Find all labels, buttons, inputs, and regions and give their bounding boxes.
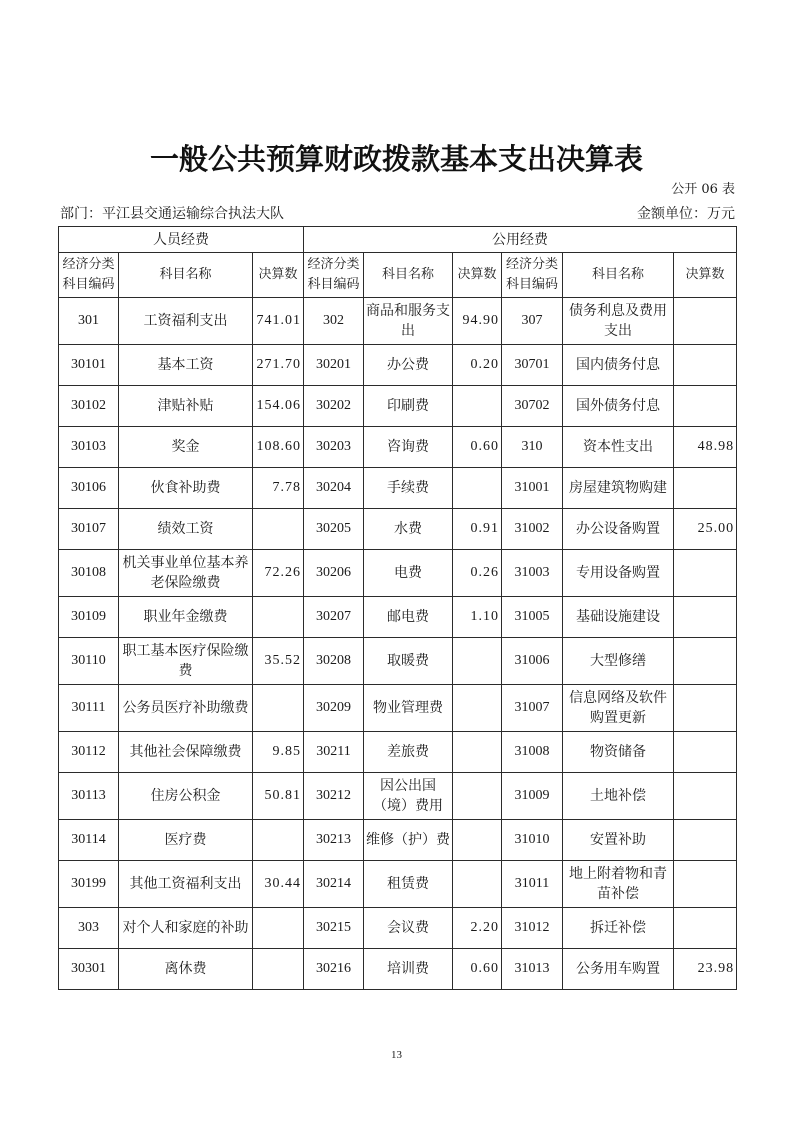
table-row: [59, 550, 737, 597]
public-code-cell: 31005: [502, 597, 563, 638]
personnel-amount-cell: [253, 820, 304, 861]
public-item-cell: 房屋建筑物购建: [563, 468, 674, 509]
public-item-cell: 办公费: [364, 345, 453, 386]
header-public-code: 经济分类科目编码: [502, 253, 563, 298]
personnel-item-cell: 机关事业单位基本养老保险缴费: [119, 550, 253, 597]
column-header-row: [59, 253, 737, 298]
public-code-cell: 31012: [502, 908, 563, 949]
public-item-cell: 专用设备购置: [563, 550, 674, 597]
expenditure-table: [58, 226, 737, 990]
table-row: [59, 949, 737, 990]
public-item-cell: 维修（护）费: [364, 820, 453, 861]
public-code-cell: 31002: [502, 509, 563, 550]
public-code-cell: 310: [502, 427, 563, 468]
personnel-item-cell: 离休费: [119, 949, 253, 990]
personnel-amount-cell: 154.06: [253, 386, 304, 427]
public-item-cell: 安置补助: [563, 820, 674, 861]
public-code-cell: 31009: [502, 773, 563, 820]
public-code-cell: 307: [502, 298, 563, 345]
public-item-cell: 因公出国（境）费用: [364, 773, 453, 820]
public-item-cell: 差旅费: [364, 732, 453, 773]
public-item-cell: 物资储备: [563, 732, 674, 773]
public-code-cell: 30207: [304, 597, 364, 638]
public-amount-cell: 0.60: [453, 949, 502, 990]
personnel-code-cell: 30110: [59, 638, 119, 685]
public-code-cell: 31008: [502, 732, 563, 773]
personnel-item-cell: 其他社会保障缴费: [119, 732, 253, 773]
personnel-code-cell: 30112: [59, 732, 119, 773]
public-code-cell: 30209: [304, 685, 364, 732]
public-amount-cell: [674, 298, 737, 345]
public-amount-cell: 25.00: [674, 509, 737, 550]
public-item-cell: 拆迁补偿: [563, 908, 674, 949]
public-amount-cell: [453, 468, 502, 509]
public-item-cell: 培训费: [364, 949, 453, 990]
public-item-cell: 物业管理费: [364, 685, 453, 732]
personnel-item-cell: 职工基本医疗保险缴费: [119, 638, 253, 685]
public-amount-cell: 0.91: [453, 509, 502, 550]
public-code-cell: 31011: [502, 861, 563, 908]
table-row: [59, 468, 737, 509]
public-amount-cell: 0.60: [453, 427, 502, 468]
public-amount-cell: [674, 386, 737, 427]
public-code-cell: 30702: [502, 386, 563, 427]
public-amount-cell: [453, 638, 502, 685]
personnel-amount-cell: 30.44: [253, 861, 304, 908]
table-row: [59, 861, 737, 908]
table-row: [59, 732, 737, 773]
public-item-cell: 信息网络及软件购置更新: [563, 685, 674, 732]
personnel-amount-cell: 50.81: [253, 773, 304, 820]
personnel-code-cell: 30109: [59, 597, 119, 638]
public-code-cell: 30204: [304, 468, 364, 509]
public-amount-cell: [453, 820, 502, 861]
table-row: [59, 773, 737, 820]
header-public-item: 科目名称: [563, 253, 674, 298]
public-item-cell: 地上附着物和青苗补偿: [563, 861, 674, 908]
personnel-amount-cell: [253, 509, 304, 550]
header-public-item: 科目名称: [364, 253, 453, 298]
public-amount-cell: [453, 685, 502, 732]
public-code-cell: 30202: [304, 386, 364, 427]
public-item-cell: 印刷费: [364, 386, 453, 427]
personnel-code-cell: 30301: [59, 949, 119, 990]
public-amount-cell: 0.26: [453, 550, 502, 597]
personnel-amount-cell: [253, 685, 304, 732]
table-row: [59, 427, 737, 468]
personnel-item-cell: 住房公积金: [119, 773, 253, 820]
personnel-item-cell: 绩效工资: [119, 509, 253, 550]
personnel-item-cell: 对个人和家庭的补助: [119, 908, 253, 949]
public-amount-cell: [674, 908, 737, 949]
public-amount-cell: [453, 773, 502, 820]
table-row: [59, 298, 737, 345]
table-row: [59, 345, 737, 386]
header-public-amount: 决算数: [453, 253, 502, 298]
personnel-amount-cell: [253, 597, 304, 638]
personnel-amount-cell: 741.01: [253, 298, 304, 345]
personnel-item-cell: 奖金: [119, 427, 253, 468]
public-item-cell: 大型修缮: [563, 638, 674, 685]
header-personnel-code: 经济分类科目编码: [59, 253, 119, 298]
personnel-amount-cell: [253, 908, 304, 949]
public-code-cell: 31003: [502, 550, 563, 597]
table-row: [59, 820, 737, 861]
public-amount-cell: [674, 638, 737, 685]
public-code-cell: 30701: [502, 345, 563, 386]
public-amount-cell: [674, 345, 737, 386]
table-row: [59, 509, 737, 550]
personnel-item-cell: 基本工资: [119, 345, 253, 386]
public-amount-cell: 2.20: [453, 908, 502, 949]
public-item-cell: 公务用车购置: [563, 949, 674, 990]
public-code-cell: 30211: [304, 732, 364, 773]
personnel-amount-cell: 108.60: [253, 427, 304, 468]
public-amount-cell: [674, 773, 737, 820]
public-code-cell: 30205: [304, 509, 364, 550]
personnel-code-cell: 30101: [59, 345, 119, 386]
public-amount-cell: [674, 550, 737, 597]
personnel-code-cell: 301: [59, 298, 119, 345]
header-public-code: 经济分类科目编码: [304, 253, 364, 298]
table-row: [59, 597, 737, 638]
table-row: [59, 386, 737, 427]
personnel-item-cell: 其他工资福利支出: [119, 861, 253, 908]
public-amount-cell: [674, 597, 737, 638]
public-item-cell: 会议费: [364, 908, 453, 949]
public-amount-cell: [674, 732, 737, 773]
header-personnel-amount: 决算数: [253, 253, 304, 298]
public-code-cell: 30214: [304, 861, 364, 908]
personnel-code-cell: 30103: [59, 427, 119, 468]
public-code-cell: 31010: [502, 820, 563, 861]
public-code-cell: 31001: [502, 468, 563, 509]
personnel-code-cell: 30108: [59, 550, 119, 597]
department-label: 部门：平江县交通运输综合执法大队: [60, 206, 284, 222]
personnel-code-cell: 30111: [59, 685, 119, 732]
personnel-code-cell: 30107: [59, 509, 119, 550]
public-code-cell: 30213: [304, 820, 364, 861]
table-row: [59, 908, 737, 949]
public-item-cell: 办公设备购置: [563, 509, 674, 550]
public-item-cell: 咨询费: [364, 427, 453, 468]
public-code-cell: 30216: [304, 949, 364, 990]
personnel-amount-cell: 7.78: [253, 468, 304, 509]
public-item-cell: 资本性支出: [563, 427, 674, 468]
public-code-cell: 30212: [304, 773, 364, 820]
personnel-code-cell: 30102: [59, 386, 119, 427]
public-item-cell: 租赁费: [364, 861, 453, 908]
amount-unit-label: 金额单位：万元: [637, 206, 735, 222]
public-item-cell: 债务利息及费用支出: [563, 298, 674, 345]
header-personnel-item: 科目名称: [119, 253, 253, 298]
public-amount-cell: 1.10: [453, 597, 502, 638]
public-amount-cell: 48.98: [674, 427, 737, 468]
group-header-row: [59, 227, 737, 253]
public-item-cell: 土地补偿: [563, 773, 674, 820]
personnel-amount-cell: 35.52: [253, 638, 304, 685]
public-code-cell: 30208: [304, 638, 364, 685]
personnel-item-cell: 医疗费: [119, 820, 253, 861]
personnel-item-cell: 职业年金缴费: [119, 597, 253, 638]
public-code-cell: 31007: [502, 685, 563, 732]
public-amount-cell: 0.20: [453, 345, 502, 386]
page-title: 一般公共预算财政拨款基本支出决算表: [149, 142, 643, 176]
public-amount-cell: [453, 732, 502, 773]
public-code-cell: 302: [304, 298, 364, 345]
personnel-item-cell: 公务员医疗补助缴费: [119, 685, 253, 732]
personnel-code-cell: 30106: [59, 468, 119, 509]
public-code-cell: 31013: [502, 949, 563, 990]
personnel-item-cell: 津贴补贴: [119, 386, 253, 427]
personnel-item-cell: 工资福利支出: [119, 298, 253, 345]
public-code-cell: 30206: [304, 550, 364, 597]
group-header-personnel: 人员经费: [59, 227, 304, 253]
header-public-amount: 决算数: [674, 253, 737, 298]
personnel-code-cell: 30199: [59, 861, 119, 908]
group-header-public: 公用经费: [304, 227, 737, 253]
personnel-code-cell: 303: [59, 908, 119, 949]
public-amount-cell: 23.98: [674, 949, 737, 990]
public-item-cell: 国外债务付息: [563, 386, 674, 427]
table-row: [59, 638, 737, 685]
public-item-cell: 取暖费: [364, 638, 453, 685]
personnel-amount-cell: 72.26: [253, 550, 304, 597]
public-amount-cell: [674, 861, 737, 908]
public-item-cell: 电费: [364, 550, 453, 597]
public-code-cell: 30203: [304, 427, 364, 468]
personnel-code-cell: 30114: [59, 820, 119, 861]
public-code-cell: 30201: [304, 345, 364, 386]
public-item-cell: 基础设施建设: [563, 597, 674, 638]
personnel-amount-cell: 271.70: [253, 345, 304, 386]
public-amount-cell: [674, 468, 737, 509]
public-item-cell: 水费: [364, 509, 453, 550]
form-number: 公开 06 表: [671, 182, 735, 197]
public-amount-cell: [674, 685, 737, 732]
public-code-cell: 31006: [502, 638, 563, 685]
personnel-amount-cell: [253, 949, 304, 990]
table-row: [59, 685, 737, 732]
personnel-item-cell: 伙食补助费: [119, 468, 253, 509]
public-amount-cell: [453, 386, 502, 427]
public-amount-cell: [453, 861, 502, 908]
public-item-cell: 邮电费: [364, 597, 453, 638]
public-amount-cell: [674, 820, 737, 861]
personnel-amount-cell: 9.85: [253, 732, 304, 773]
public-amount-cell: 94.90: [453, 298, 502, 345]
public-item-cell: 商品和服务支出: [364, 298, 453, 345]
page-number: 13: [391, 1049, 402, 1061]
personnel-code-cell: 30113: [59, 773, 119, 820]
public-item-cell: 手续费: [364, 468, 453, 509]
public-code-cell: 30215: [304, 908, 364, 949]
public-item-cell: 国内债务付息: [563, 345, 674, 386]
